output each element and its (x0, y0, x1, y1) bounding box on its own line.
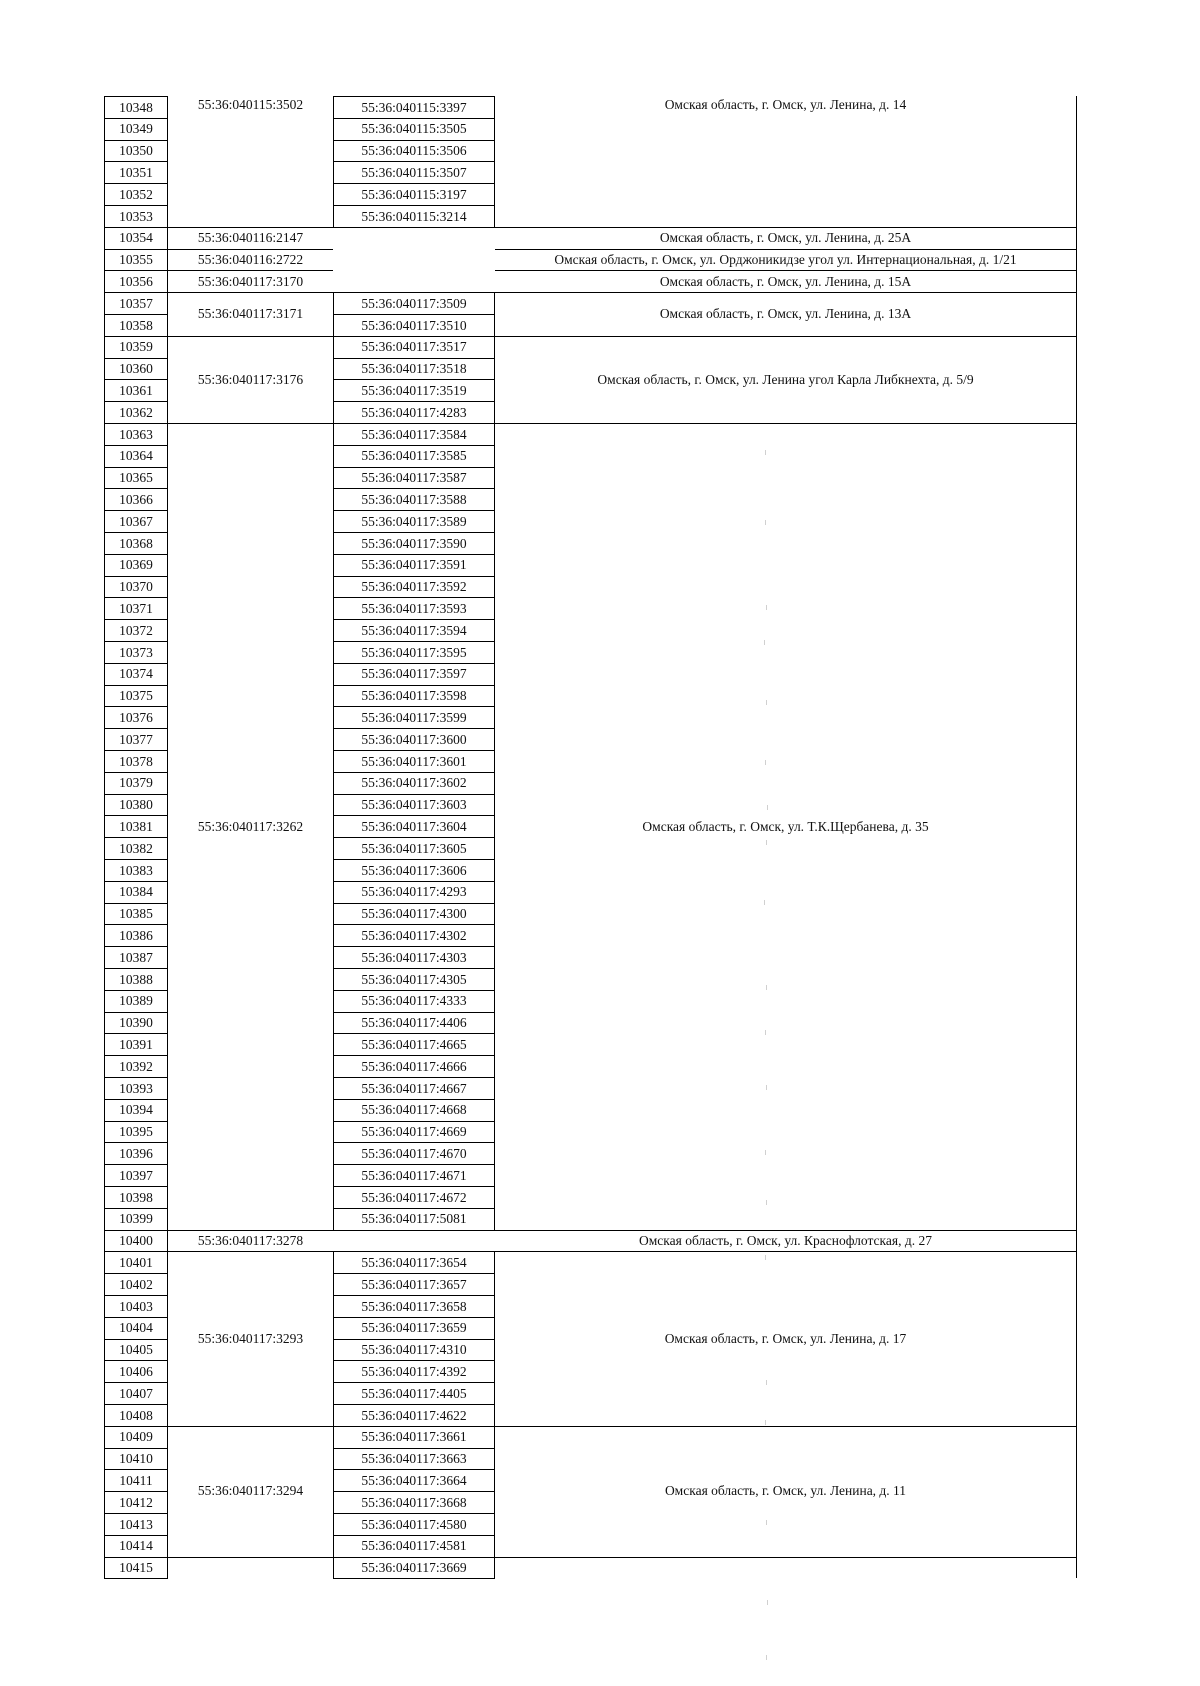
child-cadastral-cell: 55:36:040117:4665 (333, 1033, 495, 1056)
child-cadastral-cell: 55:36:040117:5081 (333, 1208, 495, 1231)
row-number-cell: 10376 (104, 706, 168, 729)
row-number-cell: 10357 (104, 292, 168, 315)
row-number-cell: 10371 (104, 597, 168, 620)
child-cadastral-cell: 55:36:040117:4283 (333, 401, 495, 424)
row-divider (168, 336, 333, 337)
row-divider (168, 423, 333, 424)
scan-speck (765, 1150, 766, 1155)
row-number-cell: 10377 (104, 728, 168, 751)
row-number-cell: 10409 (104, 1426, 168, 1449)
row-number-cell: 10388 (104, 968, 168, 991)
row-number-cell: 10352 (104, 183, 168, 206)
row-number-cell: 10386 (104, 924, 168, 947)
row-number-cell: 10367 (104, 510, 168, 533)
child-cadastral-cell: 55:36:040117:4622 (333, 1404, 495, 1427)
child-cadastral-cell: 55:36:040117:3585 (333, 445, 495, 468)
row-number-cell: 10359 (104, 336, 168, 359)
child-cadastral-cell: 55:36:040117:3669 (333, 1557, 495, 1580)
row-number-cell: 10400 (104, 1230, 168, 1253)
row-number-cell: 10378 (104, 750, 168, 773)
child-cadastral-cell: 55:36:040117:4293 (333, 881, 495, 904)
scan-speck (765, 450, 766, 455)
row-number-cell: 10373 (104, 641, 168, 664)
row-number-cell: 10403 (104, 1295, 168, 1318)
child-cadastral-cell: 55:36:040115:3507 (333, 161, 495, 184)
scan-speck (765, 1420, 766, 1425)
parent-cadastral-cell: 55:36:040116:2722 (197, 251, 304, 267)
address-cell: Омская область, г. Омск, ул. Т.К.Щербанева, д. 35 (642, 818, 929, 834)
child-cadastral-cell: 55:36:040117:3595 (333, 641, 495, 664)
scan-speck (767, 805, 768, 810)
child-cadastral-cell: 55:36:040117:3602 (333, 772, 495, 795)
child-cadastral-cell: 55:36:040117:3603 (333, 794, 495, 817)
child-cadastral-cell: 55:36:040115:3397 (333, 96, 495, 119)
row-number-cell: 10372 (104, 619, 168, 642)
child-cadastral-cell: 55:36:040117:4671 (333, 1164, 495, 1187)
row-number-cell: 10383 (104, 859, 168, 882)
row-divider (168, 1426, 333, 1427)
address-cell: Омская область, г. Омск, ул. Ленина, д. 11 (664, 1483, 907, 1499)
address-cell: Омская область, г. Омск, ул. Ленина, д. 17 (664, 1330, 907, 1346)
address-cell: Омская область, г. Омск, ул. Ленина угол Карла Либкнехта, д. 5/9 (597, 371, 974, 387)
child-cadastral-cell: 55:36:040115:3505 (333, 118, 495, 141)
scan-speck (766, 605, 767, 610)
row-number-cell: 10408 (104, 1404, 168, 1427)
child-cadastral-cell: 55:36:040117:3591 (333, 554, 495, 577)
row-number-cell: 10414 (104, 1535, 168, 1558)
row-divider (168, 270, 333, 271)
row-number-cell: 10415 (104, 1557, 168, 1580)
row-number-cell: 10356 (104, 270, 168, 293)
child-cadastral-cell: 55:36:040117:4406 (333, 1012, 495, 1035)
row-number-cell: 10364 (104, 445, 168, 468)
child-cadastral-cell: 55:36:040117:4670 (333, 1142, 495, 1165)
row-number-cell: 10399 (104, 1208, 168, 1231)
child-cadastral-cell: 55:36:040117:4667 (333, 1077, 495, 1100)
row-number-cell: 10348 (104, 96, 168, 119)
child-cadastral-cell: 55:36:040117:3661 (333, 1426, 495, 1449)
row-number-cell: 10393 (104, 1077, 168, 1100)
row-number-cell: 10413 (104, 1513, 168, 1536)
row-number-cell: 10404 (104, 1317, 168, 1340)
child-cadastral-cell: 55:36:040117:4581 (333, 1535, 495, 1558)
row-number-cell: 10402 (104, 1273, 168, 1296)
child-cadastral-cell: 55:36:040117:3509 (333, 292, 495, 315)
child-cadastral-cell: 55:36:040117:3589 (333, 510, 495, 533)
row-number-cell: 10395 (104, 1121, 168, 1144)
row-number-cell: 10396 (104, 1142, 168, 1165)
child-cadastral-cell: 55:36:040117:4310 (333, 1339, 495, 1362)
row-number-cell: 10401 (104, 1251, 168, 1274)
scan-speck (766, 985, 767, 990)
child-cadastral-cell: 55:36:040115:3506 (333, 140, 495, 163)
row-divider (168, 1557, 333, 1558)
row-divider (495, 1251, 1076, 1252)
row-number-cell: 10398 (104, 1186, 168, 1209)
address-cell: Омская область, г. Омск, ул. Ленина, д. 13А (659, 306, 912, 322)
row-number-cell: 10394 (104, 1099, 168, 1122)
child-cadastral-cell: 55:36:040117:3658 (333, 1295, 495, 1318)
parent-cadastral-cell: 55:36:040117:3278 (197, 1232, 304, 1248)
row-number-cell: 10405 (104, 1339, 168, 1362)
row-divider (495, 1426, 1076, 1427)
row-number-cell: 10369 (104, 554, 168, 577)
child-cadastral-cell: 55:36:040117:3593 (333, 597, 495, 620)
row-divider (168, 1230, 333, 1231)
child-cadastral-cell: 55:36:040115:3214 (333, 205, 495, 228)
row-number-cell: 10412 (104, 1491, 168, 1514)
row-number-cell: 10363 (104, 423, 168, 446)
child-cadastral-cell: 55:36:040117:4668 (333, 1099, 495, 1122)
row-number-cell: 10358 (104, 314, 168, 337)
child-cadastral-cell: 55:36:040117:3588 (333, 488, 495, 511)
child-cadastral-cell: 55:36:040117:3592 (333, 576, 495, 599)
child-cadastral-cell: 55:36:040117:3605 (333, 837, 495, 860)
row-number-cell: 10389 (104, 990, 168, 1013)
child-cadastral-cell: 55:36:040117:4669 (333, 1121, 495, 1144)
child-cadastral-cell: 55:36:040117:3663 (333, 1448, 495, 1471)
row-divider (495, 249, 1076, 250)
row-number-cell: 10382 (104, 837, 168, 860)
parent-cadastral-cell: 55:36:040117:3171 (197, 306, 304, 322)
child-cadastral-cell: 55:36:040117:4392 (333, 1360, 495, 1383)
row-number-cell: 10407 (104, 1382, 168, 1405)
row-number-cell: 10379 (104, 772, 168, 795)
child-cadastral-cell: 55:36:040117:3594 (333, 619, 495, 642)
row-number-cell: 10411 (104, 1469, 168, 1492)
child-cadastral-cell: 55:36:040117:3606 (333, 859, 495, 882)
child-cadastral-cell: 55:36:040115:3197 (333, 183, 495, 206)
child-cadastral-cell: 55:36:040117:3584 (333, 423, 495, 446)
child-cadastral-cell: 55:36:040117:4333 (333, 990, 495, 1013)
scan-speck (766, 840, 767, 845)
scan-speck (765, 1255, 766, 1260)
scan-speck (766, 1380, 767, 1385)
child-cadastral-cell: 55:36:040117:3510 (333, 314, 495, 337)
child-cadastral-cell: 55:36:040117:4302 (333, 924, 495, 947)
parent-cadastral-cell: 55:36:040117:3293 (197, 1330, 304, 1346)
row-number-cell: 10374 (104, 663, 168, 686)
child-cadastral-cell: 55:36:040117:3597 (333, 663, 495, 686)
row-number-cell: 10360 (104, 358, 168, 381)
row-number-cell: 10350 (104, 140, 168, 163)
row-number-cell: 10355 (104, 249, 168, 272)
row-number-cell: 10406 (104, 1360, 168, 1383)
child-cadastral-cell: 55:36:040117:3604 (333, 815, 495, 838)
row-number-cell: 10391 (104, 1033, 168, 1056)
child-cadastral-cell: 55:36:040117:4303 (333, 946, 495, 969)
parent-cadastral-cell: 55:36:040115:3502 (197, 97, 304, 112)
child-cadastral-cell: 55:36:040117:4580 (333, 1513, 495, 1536)
child-cadastral-cell: 55:36:040117:3659 (333, 1317, 495, 1340)
row-number-cell: 10351 (104, 161, 168, 184)
scan-speck (765, 760, 766, 765)
scan-speck (766, 1520, 767, 1525)
scan-speck (764, 640, 765, 645)
child-cadastral-cell: 55:36:040117:3664 (333, 1469, 495, 1492)
row-divider (168, 1251, 333, 1252)
row-number-cell: 10392 (104, 1055, 168, 1078)
row-number-cell: 10410 (104, 1448, 168, 1471)
child-cadastral-cell: 55:36:040117:3587 (333, 467, 495, 490)
address-cell: Омская область, г. Омск, ул. Ленина, д. 25А (659, 229, 912, 245)
address-cell: Омская область, г. Омск, ул. Краснофлотская, д. 27 (639, 1232, 932, 1248)
child-cadastral-cell: 55:36:040117:3598 (333, 685, 495, 708)
row-divider (495, 292, 1076, 293)
row-number-cell: 10384 (104, 881, 168, 904)
scan-speck (766, 1200, 767, 1205)
scan-speck (764, 900, 765, 905)
row-divider (168, 292, 333, 293)
child-cadastral-cell: 55:36:040117:4300 (333, 903, 495, 926)
row-divider (495, 227, 1076, 228)
row-divider (168, 227, 333, 228)
row-number-cell: 10361 (104, 379, 168, 402)
address-cell: Омская область, г. Омск, ул. Орджоникидзе угол ул. Интернациональная, д. 1/21 (554, 251, 1017, 267)
scan-speck (766, 700, 767, 705)
parent-cadastral-cell: 55:36:040116:2147 (197, 229, 304, 245)
row-number-cell: 10375 (104, 685, 168, 708)
row-number-cell: 10380 (104, 794, 168, 817)
address-cell: Омская область, г. Омск, ул. Ленина, д. 15А (659, 273, 912, 289)
scan-speck (765, 520, 766, 525)
row-number-cell: 10370 (104, 576, 168, 599)
child-cadastral-cell: 55:36:040117:3600 (333, 728, 495, 751)
child-cadastral-cell: 55:36:040117:3519 (333, 379, 495, 402)
child-cadastral-cell: 55:36:040117:3599 (333, 706, 495, 729)
row-divider (495, 336, 1076, 337)
scan-speck (766, 1085, 767, 1090)
child-cadastral-cell: 55:36:040117:3517 (333, 336, 495, 359)
row-number-cell: 10366 (104, 488, 168, 511)
child-cadastral-cell: 55:36:040117:3518 (333, 358, 495, 381)
child-cadastral-cell: 55:36:040117:4666 (333, 1055, 495, 1078)
address-cell: Омская область, г. Омск, ул. Ленина, д. 14 (664, 97, 907, 112)
row-divider (495, 423, 1076, 424)
row-number-cell: 10365 (104, 467, 168, 490)
child-cadastral-cell: 55:36:040117:3654 (333, 1251, 495, 1274)
child-cadastral-cell: 55:36:040117:4672 (333, 1186, 495, 1209)
child-cadastral-cell: 55:36:040117:3601 (333, 750, 495, 773)
row-divider (495, 1557, 1076, 1558)
scan-speck (767, 1600, 768, 1605)
child-cadastral-cell: 55:36:040117:3590 (333, 532, 495, 555)
row-number-cell: 10397 (104, 1164, 168, 1187)
scan-speck (765, 1030, 766, 1035)
child-cadastral-cell: 55:36:040117:3657 (333, 1273, 495, 1296)
table-right-border (1076, 96, 1077, 1578)
child-cadastral-cell: 55:36:040117:3668 (333, 1491, 495, 1514)
parent-cadastral-cell: 55:36:040117:3262 (197, 818, 304, 834)
parent-cadastral-cell: 55:36:040117:3294 (197, 1483, 304, 1499)
row-number-cell: 10354 (104, 227, 168, 250)
child-cadastral-cell: 55:36:040117:4405 (333, 1382, 495, 1405)
row-divider (495, 270, 1076, 271)
scan-speck (766, 1655, 767, 1660)
row-number-cell: 10390 (104, 1012, 168, 1035)
child-cadastral-cell: 55:36:040117:4305 (333, 968, 495, 991)
row-number-cell: 10368 (104, 532, 168, 555)
row-number-cell: 10353 (104, 205, 168, 228)
parent-cadastral-cell: 55:36:040117:3176 (197, 371, 304, 387)
parent-cadastral-cell: 55:36:040117:3170 (197, 273, 304, 289)
row-number-cell: 10349 (104, 118, 168, 141)
row-divider (168, 249, 333, 250)
row-divider (495, 1230, 1076, 1231)
row-number-cell: 10385 (104, 903, 168, 926)
row-number-cell: 10362 (104, 401, 168, 424)
row-number-cell: 10381 (104, 815, 168, 838)
row-number-cell: 10387 (104, 946, 168, 969)
